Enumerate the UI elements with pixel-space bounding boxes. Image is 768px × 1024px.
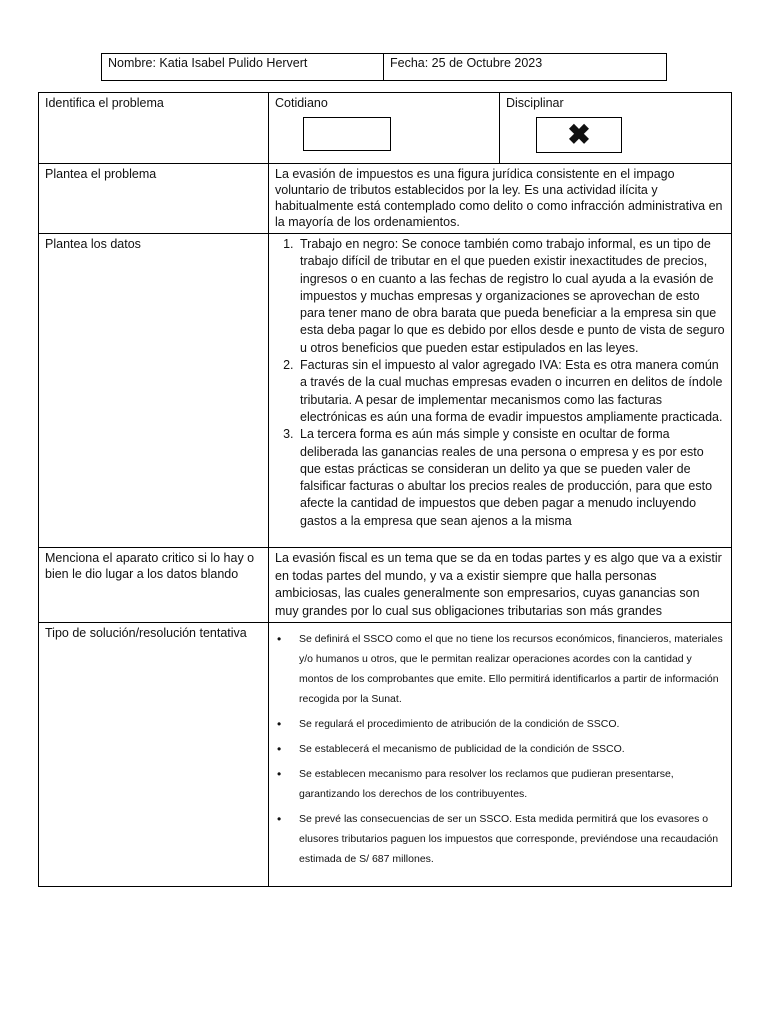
row-identifica (39, 93, 732, 164)
problem-table (38, 92, 732, 887)
row-aparato-critico (39, 548, 732, 623)
list-item: • Se establecerá el mecanismo de publicidad de la condición de SSCO. (299, 739, 725, 759)
solucion-cell (269, 623, 732, 887)
datos-list (275, 236, 725, 530)
label-solucion: Tipo de solución/resolución tentativa (39, 623, 269, 887)
label-plantea-problema: Plantea el problema (39, 164, 269, 234)
disciplinar-checkbox[interactable] (536, 117, 622, 153)
x-mark-icon: ✖ (567, 119, 591, 150)
header-table (101, 53, 667, 81)
list-item: • Se regulará el procedimiento de atribución de la condición de SSCO. (299, 714, 725, 734)
list-item: 1. Trabajo en negro: Se conoce también como trabajo informal, es un tipo de trabajo difícil de tributar en el que pueden existir inexactitudes de precios, ingresos o en cuanto a las fechas de registro lo cual ayuda a la evasión de impuestos y muchas empresas y organizaciones se aprovechan de esto para tener mano de obra barata que pueda beneficiar a la empresa sin que esta deba pagar lo que es debido por ellos desde e punto de vista de seguro u otros beneficios que pueden estar estipulados en las leyes. (297, 236, 725, 357)
list-item: • Se definirá el SSCO como el que no tiene los recursos económicos, financieros, materiales y/o humanos u otros, que le permitan realizar operaciones acordes con la cantidad y montos de los comprobantes que emite. Ello permitirá identificarlos a partir de información recogida por la Sunat. (299, 629, 725, 709)
cotidiano-label: Cotidiano (275, 96, 328, 110)
label-identifica: Identifica el problema (39, 93, 269, 164)
label-aparato-critico: Menciona el aparato critico si lo hay o bien le dio lugar a los datos blando (39, 548, 269, 623)
list-item: • Se establecen mecanismo para resolver los reclamos que pudieran presentarse, garantizando los derechos de los contribuyentes. (299, 764, 725, 804)
date: Fecha: 25 de Octubre 2023 (390, 56, 543, 70)
aparato-critico-text: La evasión fiscal es un tema que se da en todas partes y es algo que va a existir en todas partes del mundo, y va a existir siempre que halla personas ambiciosas, las cuales generalmente son empresarios, cuyas ganancias son muy grandes por lo cual sus obligaciones tributarias son más grandes (269, 548, 732, 623)
plantea-datos-cell (269, 234, 732, 548)
list-item: 3. La tercera forma es aún más simple y consiste en ocultar de forma deliberada las ganancias reales de una persona o empresa y es por esto que estas prácticas se consideran un delito ya que se pueden valer de falsificar facturas o abultar los precios reales de producción, para que esto afecte la cantidad de impuestos que deben pagar a menudo incluyendo gastos a la empresa que sean ajenos a la misma (297, 426, 725, 530)
solucion-list (275, 629, 725, 869)
disciplinar-label: Disciplinar (506, 96, 564, 110)
cotidiano-cell (269, 93, 500, 164)
disciplinar-cell (500, 93, 732, 164)
row-plantea-datos (39, 234, 732, 548)
row-plantea-problema (39, 164, 732, 234)
row-solucion (39, 623, 732, 887)
list-item: 2. Facturas sin el impuesto al valor agregado IVA: Esta es otra manera común a través de la cual muchas empresas evaden o incurren en delitos de índole tributaria. A pesar de implementar mecanismos como las facturas electrónicas es aún una forma de evadir impuestos ampliamente practicada. (297, 357, 725, 426)
student-name: Nombre: Katia Isabel Pulido Hervert (102, 54, 384, 80)
label-plantea-datos: Plantea los datos (39, 234, 269, 548)
plantea-problema-text: La evasión de impuestos es una figura jurídica consistente en el impago voluntario de tributos establecidos por la ley. Es una actividad ilícita y habitualmente está contemplado como delito o como infracción administrativa en la mayoría de los ordenamientos. (269, 164, 732, 234)
cotidiano-checkbox[interactable] (303, 117, 391, 151)
list-item: • Se prevé las consecuencias de ser un SSCO. Esta medida permitirá que los evasores o elusores tributarios paguen los impuestos que corresponde, previéndose una recaudación estimada de S/ 687 millones. (299, 809, 725, 869)
